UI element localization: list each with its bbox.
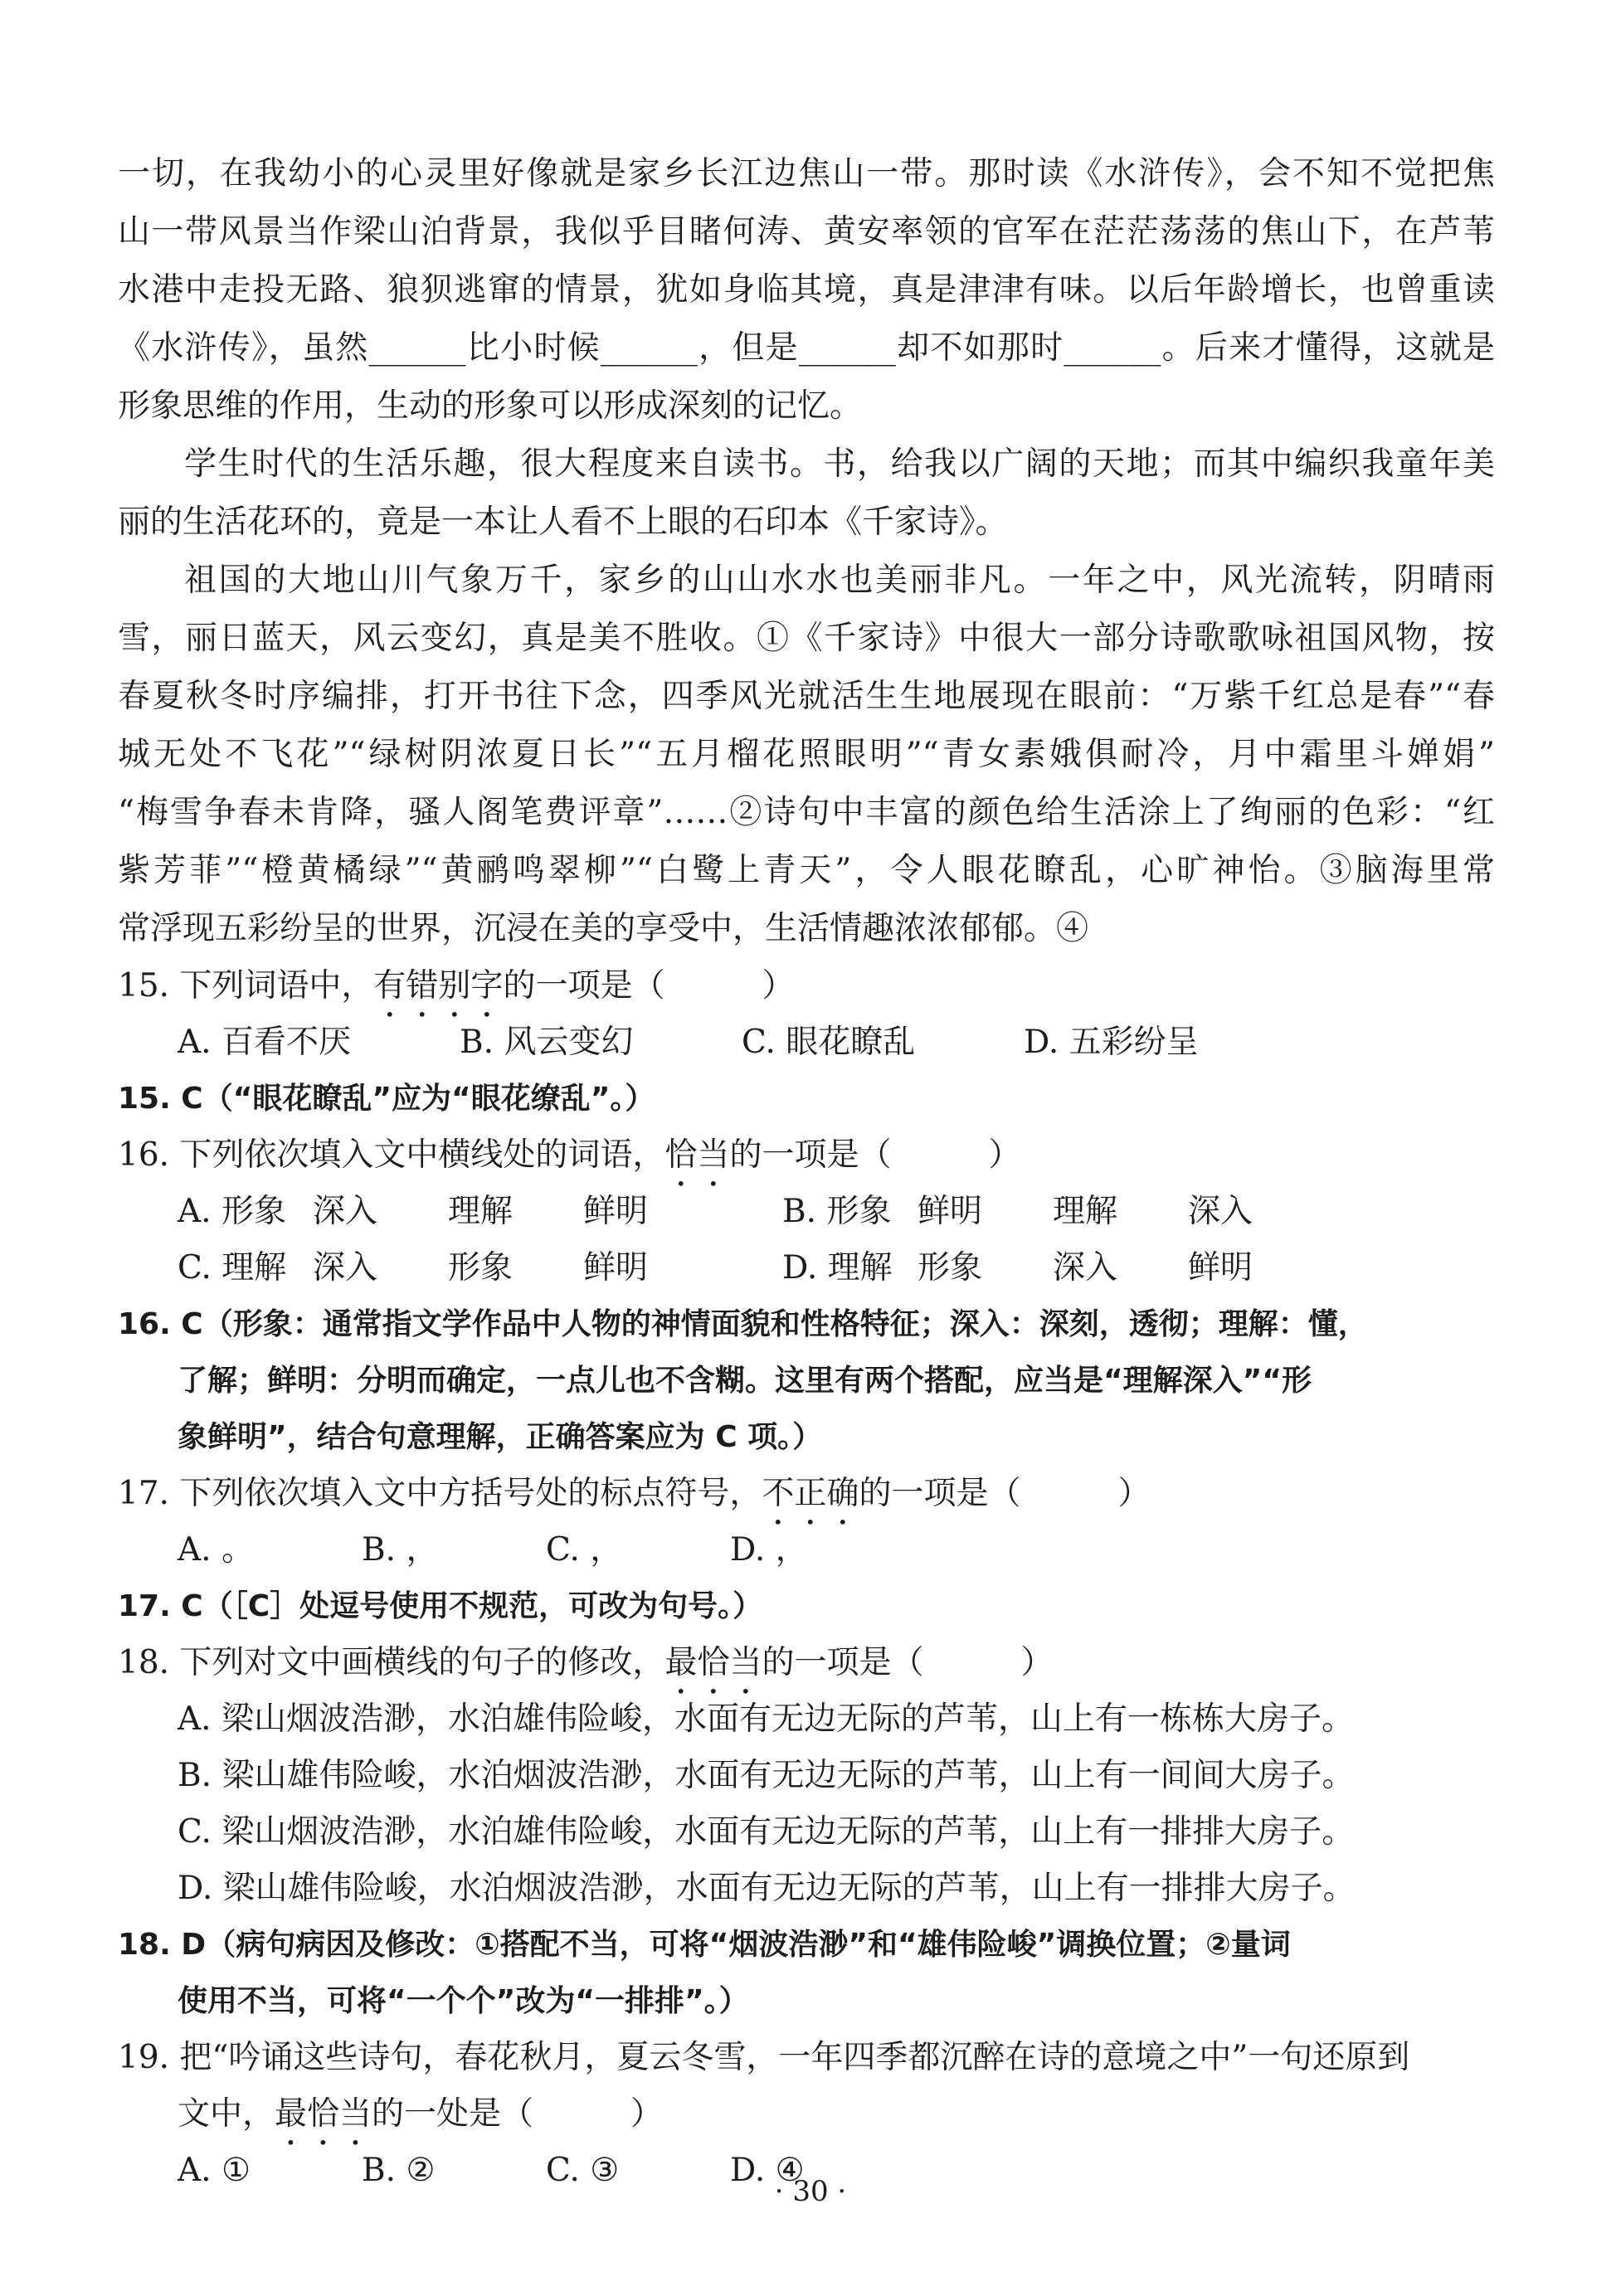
passage-line: 春夏秋冬时序编排，打开书往下念，四季风光就活生生地展现在眼前：“万紫千红总是春”“春 (118, 678, 1495, 715)
question-16-answer-line: 16. C（形象：通常指文学作品中人物的神情面貌和性格特征；深入：深刻，透彻；理解：懂， (118, 1307, 1368, 1341)
question-16-answer-line: 了解；鲜明：分明而确定，一点儿也不含糊。这里有两个搭配，应当是“理解深入”“形 (178, 1364, 1312, 1398)
option-word: 深入 (313, 1193, 378, 1230)
option-word: 理解 (1053, 1193, 1118, 1230)
stem-text: 的一项是（ ） (503, 967, 795, 1004)
passage-line: 一切，在我幼小的心灵里好像就是家乡长江边焦山一带。那时读《水浒传》，会不知不觉把焦 (118, 155, 1495, 192)
option-a: A. ① (178, 2152, 251, 2189)
passage (118, 145, 1495, 958)
option-word: 鲜明 (583, 1249, 649, 1287)
question-15-answer: 15. C（“眼花瞭乱”应为“眼花缭乱”。） (118, 1082, 655, 1116)
stem-text: 18. 下列对文中画横线的句子的修改， (118, 1644, 665, 1681)
option-d: D. ④ (730, 2152, 805, 2189)
option-word: 深入 (1053, 1249, 1118, 1287)
option-d: D. 理解 (782, 1249, 893, 1287)
question-18-answer-line: 使用不当，可将“一个个”改为“一排排”。） (178, 1984, 749, 2018)
question-16-options-row-2 (118, 1240, 1495, 1296)
emphasis-text: 恰当 (664, 1136, 730, 1174)
option-d: D. ， (730, 1531, 808, 1569)
passage-line: 水港中走投无路、狼狈逃窜的情景，犹如身临其境，真是津津有味。以后年龄增长，也曾重读 (118, 271, 1495, 309)
option-a: A. 。 (178, 1531, 254, 1569)
stem-text: 15. 下列词语中， (118, 967, 374, 1004)
passage-line: 祖国的大地山川气象万千，家乡的山山水水也美丽非凡。一年之中，风光流转，阴晴雨 (184, 562, 1495, 599)
emphasis-text: 最恰当 (275, 2095, 372, 2133)
question-16-answer-line: 象鲜明”，结合句意理解，正确答案应为 C 项。） (178, 1420, 823, 1454)
question-19-stem-line-2 (118, 2086, 1495, 2143)
stem-text: 17. 下列依次填入文中方括号处的标点符号， (118, 1475, 762, 1512)
stem-text: 16. 下列依次填入文中横线处的词语， (118, 1136, 665, 1174)
question-16-stem (118, 1127, 1495, 1184)
stem-text: 文中， (178, 2095, 275, 2133)
passage-line: 紫芳菲”“橙黄橘绿”“黄鹂鸣翠柳”“白鹭上青天”，令人眼花瞭乱，心旷神怡。③脑海里常 (118, 852, 1495, 889)
stem-text: 的一项是（ ） (729, 1136, 1021, 1174)
option-word: 鲜明 (583, 1193, 649, 1230)
passage-line: 形象思维的作用，生动的形象可以形成深刻的记忆。 (118, 387, 863, 425)
emphasis-text: 最恰当 (664, 1644, 762, 1681)
option-c: C. ③ (546, 2152, 620, 2189)
option-word: 形象 (448, 1249, 514, 1287)
option-word: 形象 (918, 1249, 983, 1287)
passage-line: “梅雪争春未肯降，骚人阁笔费评章”……②诗句中丰富的颜色给生活涂上了绚丽的色彩：“红 (118, 794, 1495, 831)
question-19-stem-line-1: 19. 把“吟诵这些诗句，春花秋月，夏云冬雪，一年四季都沉醉在诗的意境之中”一句还原到 (118, 2039, 1410, 2076)
option-b: B. ② (362, 2152, 436, 2189)
option-c: C. 理解 (178, 1249, 287, 1287)
question-16-options-row-1 (118, 1184, 1495, 1240)
question-17-options (118, 1522, 1495, 1578)
option-word: 鲜明 (1188, 1249, 1253, 1287)
option-c: C. 梁山烟波浩渺，水泊雄伟险峻，水面有无边无际的芦苇，山上有一排排大房子。 (178, 1813, 1355, 1851)
option-d: D. 五彩纷呈 (1024, 1024, 1199, 1061)
option-word: 鲜明 (918, 1193, 983, 1230)
question-18-answer-line: 18. D（病句病因及修改：①搭配不当，可将“烟波浩渺”和“雄伟险峻”调换位置；②量词 (118, 1928, 1291, 1962)
option-c: C. 眼花瞭乱 (742, 1024, 916, 1061)
option-c: C. ， (546, 1531, 623, 1569)
option-b: B. ， (362, 1531, 439, 1569)
question-18-stem (118, 1635, 1495, 1691)
stem-text: 的一项是（ ） (859, 1475, 1151, 1512)
option-word: 深入 (313, 1249, 378, 1287)
question-15-options (118, 1014, 1495, 1071)
page-number: · 30 · (774, 2175, 847, 2208)
question-15-stem (118, 958, 1495, 1014)
option-a: A. 形象 (178, 1193, 286, 1230)
option-word: 深入 (1188, 1193, 1253, 1230)
option-d: D. 梁山雄伟险峻，水泊烟波浩渺，水面有无边无际的芦苇，山上有一排排大房子。 (178, 1870, 1356, 1907)
option-b: B. 形象 (782, 1193, 892, 1230)
passage-line: 学生时代的生活乐趣，很大程度来自读书。书，给我以广阔的天地；而其中编织我童年美 (184, 445, 1495, 483)
passage-line: 常浮现五彩纷呈的世界，沉浸在美的享受中，生活情趣浓浓郁郁。④ (118, 910, 1089, 947)
passage-line: 山一带风景当作梁山泊背景，我似乎目睹何涛、黄安率领的官军在茫茫荡荡的焦山下，在芦苇 (118, 213, 1495, 251)
stem-text: 的一项是（ ） (762, 1644, 1054, 1681)
passage-line: 《水浒传》，虽然______比小时候______，但是______却不如那时______。后来才懂得，这就是 (118, 329, 1495, 367)
question-17-stem (118, 1466, 1495, 1522)
stem-text: 的一处是（ ） (372, 2095, 664, 2133)
passage-line: 城无处不飞花”“绿树阴浓夏日长”“五月榴花照眼明”“青女素娥俱耐冷，月中霜里斗婵娟” (118, 736, 1495, 773)
option-a: A. 百看不厌 (178, 1024, 351, 1061)
question-17-answer: 17. C（［C］处逗号使用不规范，可改为句号。） (118, 1589, 763, 1623)
document-content (118, 145, 1495, 2199)
passage-line: 丽的生活花环的，竟是一本让人看不上眼的石印本《千家诗》。 (118, 503, 1008, 541)
option-b: B. 风云变幻 (460, 1024, 634, 1061)
passage-line: 雪，丽日蓝天，风云变幻，真是美不胜收。①《千家诗》中很大一部分诗歌歌咏祖国风物，按 (118, 620, 1495, 657)
option-b: B. 梁山雄伟险峻，水泊烟波浩渺，水面有无边无际的芦苇，山上有一间间大房子。 (178, 1757, 1355, 1794)
option-word: 理解 (448, 1193, 514, 1230)
emphasis-text: 不正确 (762, 1475, 859, 1512)
option-a: A. 梁山烟波浩渺，水泊雄伟险峻，水面有无边无际的芦苇，山上有一栋栋大房子。 (178, 1700, 1354, 1738)
emphasis-text: 有错别字 (373, 967, 504, 1004)
